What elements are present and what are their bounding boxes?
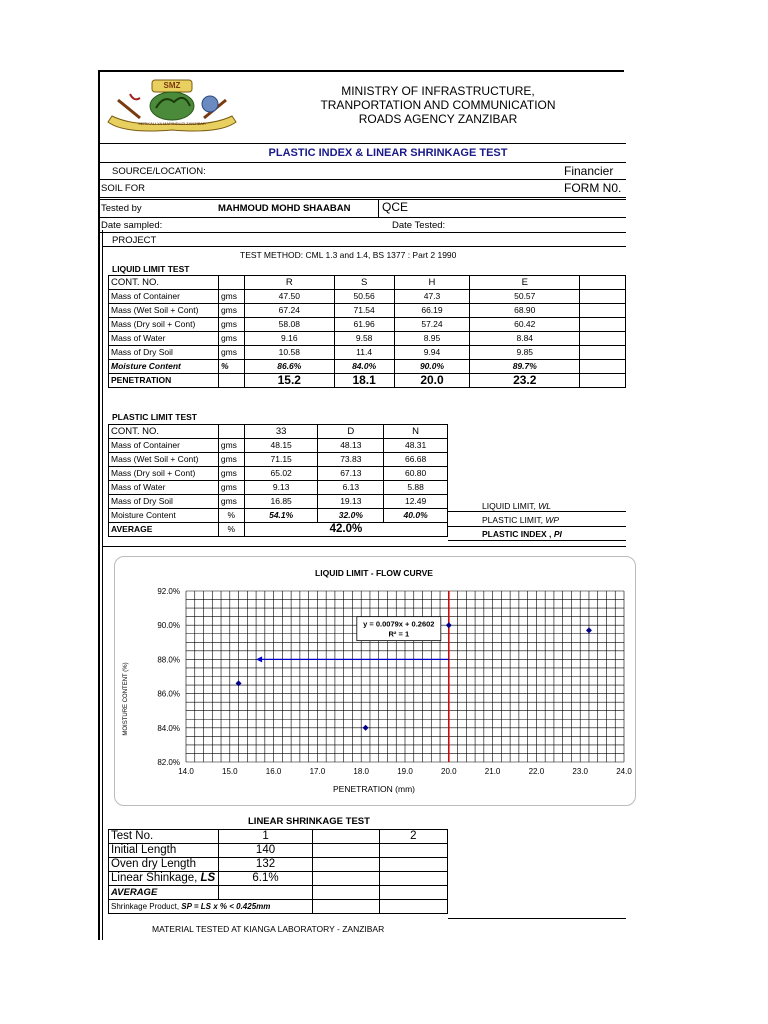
y-tick-label: 92.0% (157, 587, 180, 596)
table-row: CONT. NO. 33 D N (109, 425, 448, 439)
y-tick-label: 84.0% (157, 723, 180, 733)
plastic-limit-label: PLASTIC LIMIT, (482, 515, 543, 525)
divider (100, 179, 626, 180)
source-label: SOURCE/LOCATION: (112, 166, 206, 177)
table-row (109, 900, 448, 914)
trendline-equation: y = 0.0079x + 0.2602 (363, 619, 435, 629)
table-row: Oven dry Length 132 (109, 858, 448, 872)
frame-top (98, 70, 624, 72)
soil-for-label: SOIL FOR (101, 183, 145, 194)
plastic-index-label: PLASTIC INDEX , (482, 529, 552, 539)
table-row: Mass (Wet Soil + Cont) gms 71.15 73.83 66.68 (109, 453, 448, 467)
trendline-r2: R² = 1 (388, 629, 410, 639)
ls-average-label: AVERAGE (109, 886, 219, 900)
cont-no-label: CONT. NO. (109, 276, 219, 290)
table-row: Test No. 1 2 (109, 830, 448, 844)
x-tick-label: 14.0 (178, 767, 194, 776)
y-tick-label: 90.0% (157, 621, 180, 631)
chart-ylabel: MOISTURE CONTENT (%) (123, 662, 129, 736)
table-row: AVERAGE % 42.0% (109, 523, 448, 537)
data-point (446, 622, 452, 628)
table-row: Mass of Container gms 48.15 48.13 48.31 (109, 439, 448, 453)
shrinkage-product-label: Shrinkage Product, (111, 902, 180, 911)
table-row (109, 886, 448, 900)
table-row: Moisture Content % 86.6% 84.0% 90.0% 89.7% (109, 360, 626, 374)
table-row: Mass of Dry Soil gms 16.85 19.13 12.49 (109, 495, 448, 509)
average-label: AVERAGE (109, 523, 219, 537)
org-line3: ROADS AGENCY ZANZIBAR (358, 112, 518, 126)
cont-no-label: CONT. NO. (109, 425, 219, 439)
moisture-content-label: Moisture Content (109, 360, 219, 374)
frame-left-inner (102, 230, 103, 940)
flow-curve-chart (114, 556, 634, 804)
divider (100, 217, 626, 218)
divider (448, 918, 626, 919)
linear-shrinkage-table (108, 829, 448, 914)
frame-left (98, 70, 100, 940)
logo-text: SMZ (163, 81, 181, 90)
table-row: Mass of Water gms 9.16 9.58 8.95 8.84 (109, 332, 626, 346)
x-tick-label: 22.0 (528, 767, 545, 776)
test-method: TEST METHOD: CML 1.3 and 1.4, BS 1377 : Part 2 1990 (240, 250, 457, 260)
divider (100, 162, 626, 163)
divider (448, 540, 626, 541)
divider (102, 246, 626, 247)
x-tick-label: 15.0 (222, 767, 238, 776)
divider (378, 199, 379, 217)
x-tick-label: 16.0 (265, 767, 282, 776)
pi-symbol: PI (553, 529, 562, 539)
y-tick-label: 86.0% (157, 689, 180, 699)
y-tick-label: 88.0% (157, 655, 180, 665)
logo (104, 78, 240, 136)
financier-label: Financier (564, 164, 614, 178)
footer-note: MATERIAL TESTED AT KIANGA LABORATORY - ZANZIBAR (152, 924, 385, 934)
org-line2: TRANPORTATION AND COMMUNICATION (320, 98, 556, 112)
table-row: Mass of Water gms 9.13 6.13 5.88 (109, 481, 448, 495)
cont-r: R (244, 276, 334, 290)
arrow-head (256, 656, 262, 662)
project-label: PROJECT (112, 235, 157, 246)
table-row: Linear Shinkage, LS 6.1% (109, 872, 448, 886)
chart-title: LIQUID LIMIT - FLOW CURVE (315, 568, 433, 578)
table-row: Moisture Content % 54.1% 32.0% 40.0% (109, 509, 448, 523)
tested-by-label: Tested by (101, 203, 142, 214)
table-row: PENETRATION 15.2 18.1 20.0 23.2 (109, 374, 626, 388)
divider (100, 197, 626, 198)
y-tick-label: 82.0% (157, 758, 180, 767)
data-point (363, 725, 369, 731)
x-tick-label: 17.0 (309, 767, 326, 776)
cont-s: S (334, 276, 394, 290)
average-value: 42.0% (244, 523, 447, 537)
data-point (236, 680, 242, 686)
form-title: PLASTIC INDEX & LINEAR SHRINKAGE TEST (268, 147, 508, 159)
x-tick-label: 19.0 (397, 767, 413, 776)
divider (100, 232, 626, 233)
divider (100, 143, 626, 144)
plastic-limit-table (108, 424, 448, 537)
divider (100, 199, 626, 200)
date-tested-label: Date Tested: (392, 220, 446, 231)
shrinkage-product-formula: SP = LS x % < 0.425mm (181, 902, 271, 911)
org-line1: MINISTRY OF INFRASTRUCTURE, (341, 84, 535, 98)
liquid-limit-title: LIQUID LIMIT TEST (112, 264, 190, 274)
table-row: Mass (Dry soil + Cont) gms 58.08 61.96 57.24 60.42 (109, 318, 626, 332)
logo-ribbon: SERIKALI YA MAPINDUZI ZANZIBAR (138, 121, 206, 126)
wl-symbol: WL (538, 501, 551, 511)
table-row: Mass of Container gms 47.50 50.56 47.3 50.57 (109, 290, 626, 304)
chart-xlabel: PENETRATION (mm) (332, 784, 415, 794)
tested-by-value: MAHMOUD MOHD SHAABAN (218, 203, 351, 214)
x-tick-label: 24.0 (616, 767, 632, 776)
cont-h: H (394, 276, 470, 290)
x-tick-label: 20.0 (441, 767, 457, 776)
divider (448, 526, 626, 527)
table-row: Mass (Wet Soil + Cont) gms 67.24 71.54 66.19 68.90 (109, 304, 626, 318)
cont-e: E (470, 276, 580, 290)
x-tick-label: 21.0 (484, 767, 501, 776)
x-tick-label: 18.0 (353, 767, 369, 776)
penetration-label: PENETRATION (109, 374, 219, 388)
linear-shrinkage-title: LINEAR SHRINKAGE TEST (248, 816, 370, 827)
plastic-limit-title: PLASTIC LIMIT TEST (112, 412, 197, 422)
wp-symbol: WP (545, 515, 560, 525)
liquid-limit-table (108, 275, 626, 388)
form-no-label: FORM N0. (564, 181, 622, 195)
date-sampled-label: Date sampled: (101, 220, 163, 231)
divider (102, 546, 626, 547)
table-row (109, 276, 626, 290)
x-tick-label: 23.0 (572, 767, 588, 776)
qce-label: QCE (382, 200, 409, 214)
liquid-limit-label: LIQUID LIMIT, (482, 501, 536, 511)
table-row: Initial Length 140 (109, 844, 448, 858)
divider (448, 511, 626, 512)
table-row: Mass (Dry soil + Cont) gms 65.02 67.13 60.80 (109, 467, 448, 481)
data-point (586, 627, 592, 633)
table-row: Mass of Dry Soil gms 10.58 11.4 9.94 9.85 (109, 346, 626, 360)
